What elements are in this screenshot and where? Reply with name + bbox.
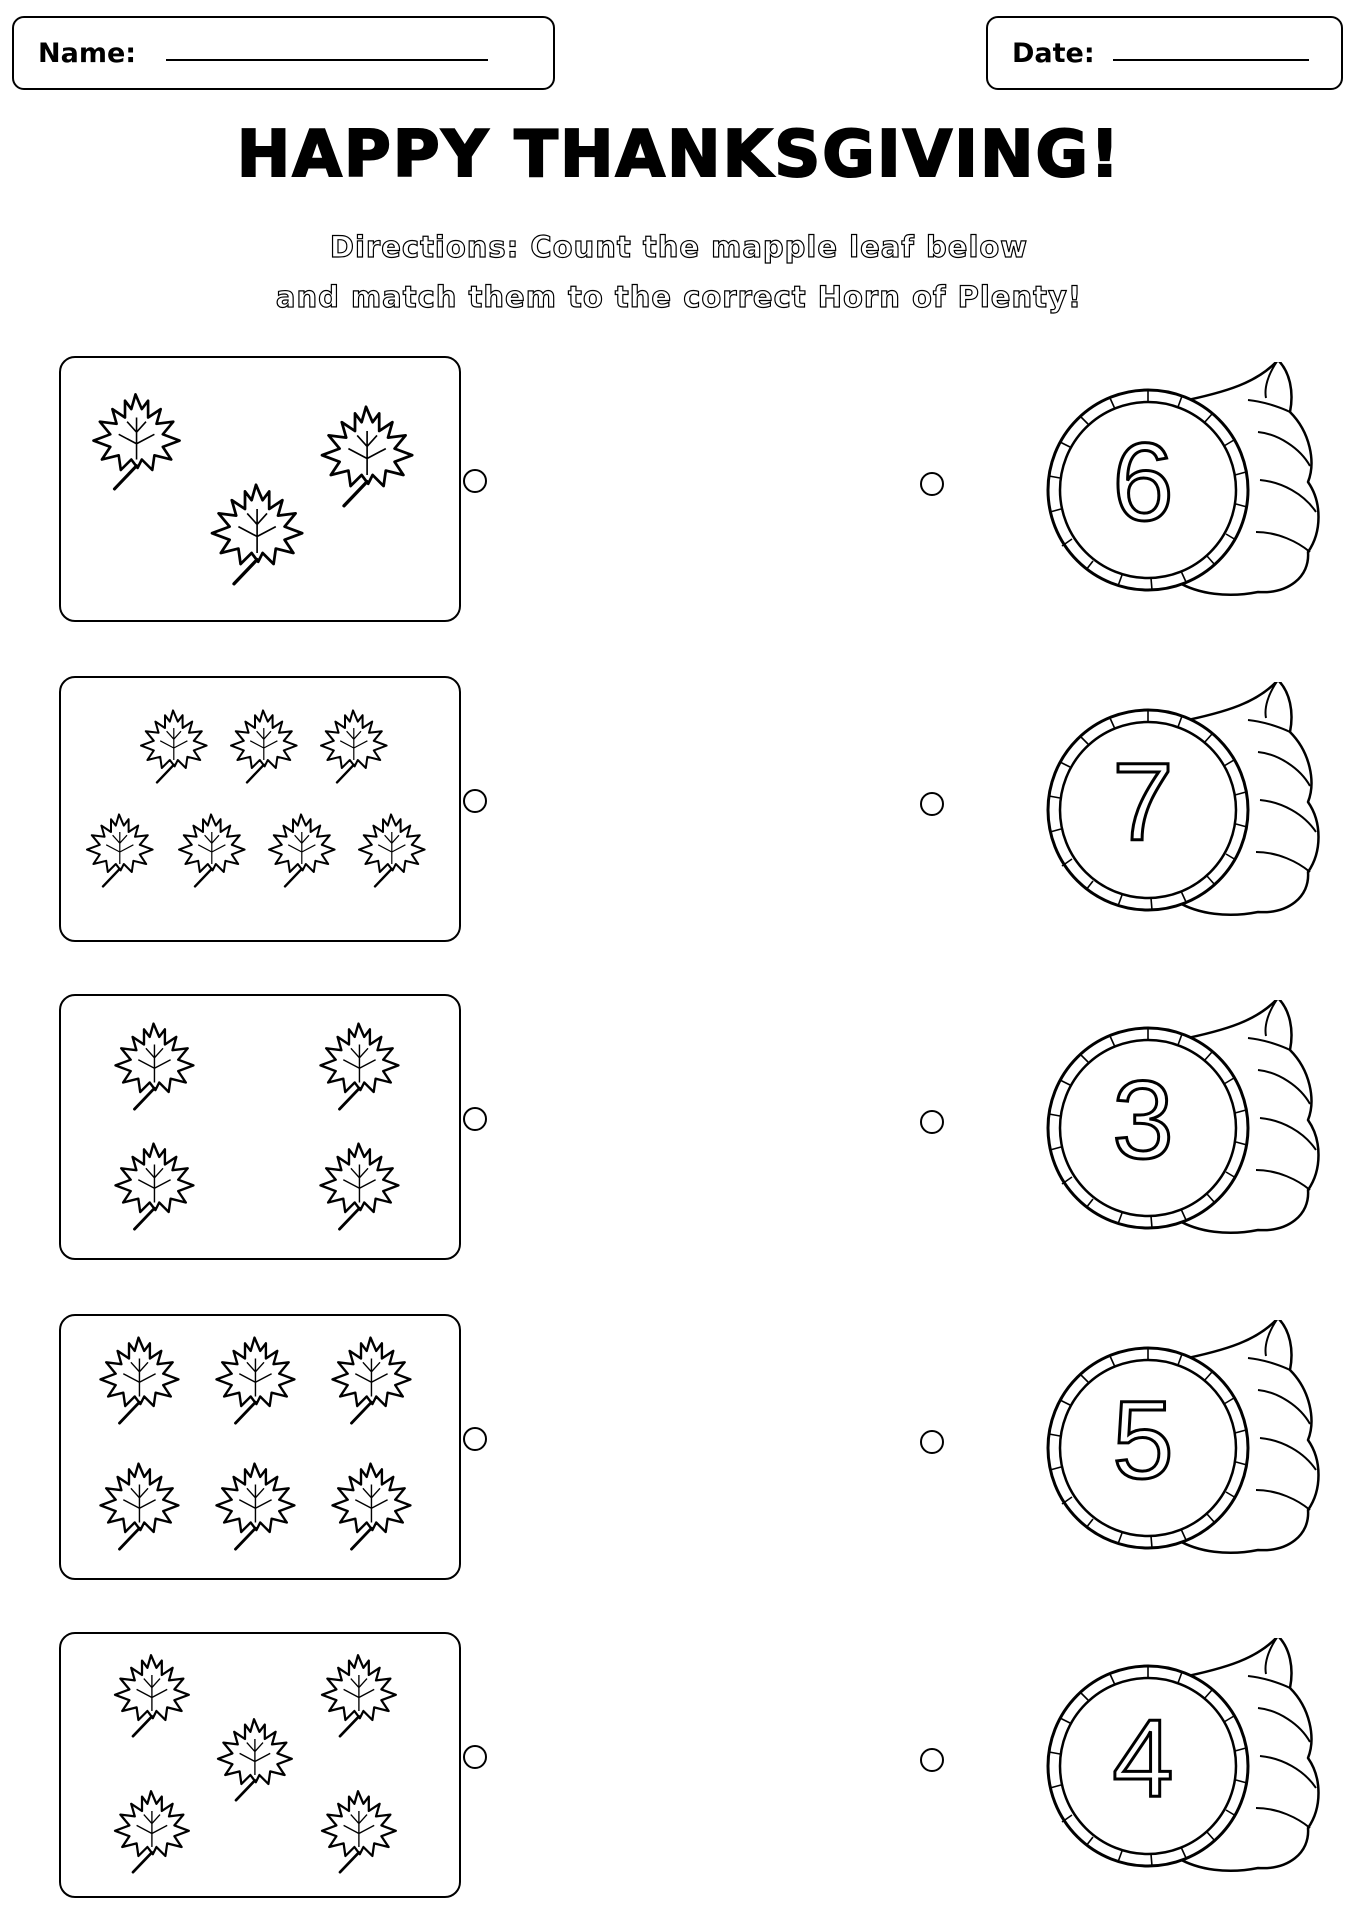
date-box <box>986 16 1343 90</box>
maple-leaf-icon <box>106 1784 196 1874</box>
leaf-box-3 <box>59 994 461 1260</box>
right-match-dot[interactable] <box>920 1430 944 1454</box>
maple-leaf-icon <box>313 1648 403 1738</box>
horn-number: 4 <box>1112 1697 1174 1820</box>
maple-leaf-icon <box>313 1784 403 1874</box>
maple-leaf-icon <box>106 1648 196 1738</box>
right-match-dot[interactable] <box>920 472 944 496</box>
maple-leaf-icon <box>201 476 311 586</box>
left-match-dot[interactable] <box>463 1427 487 1451</box>
maple-leaf-icon <box>207 1456 302 1551</box>
directions-line-1: Directions: Count the mapple leaf below <box>329 230 1029 264</box>
date-label: Date: <box>1012 37 1095 69</box>
right-match-dot[interactable] <box>920 792 944 816</box>
maple-leaf-icon <box>91 1456 186 1551</box>
maple-leaf-icon <box>311 1016 406 1111</box>
maple-leaf-icon <box>207 1330 302 1425</box>
match-row-4 <box>0 1314 1358 1584</box>
maple-leaf-icon <box>79 808 159 888</box>
name-line[interactable] <box>166 59 488 61</box>
maple-leaf-icon <box>311 1136 406 1231</box>
match-row-2 <box>0 676 1358 946</box>
leaf-box-1 <box>59 356 461 622</box>
horn-number: 6 <box>1112 421 1174 544</box>
leaf-box-5 <box>59 1632 461 1898</box>
match-row-1 <box>0 356 1358 626</box>
maple-leaf-icon <box>171 808 251 888</box>
left-match-dot[interactable] <box>463 1107 487 1131</box>
left-match-dot[interactable] <box>463 789 487 813</box>
maple-leaf-icon <box>323 1330 418 1425</box>
maple-leaf-icon <box>223 704 303 784</box>
left-match-dot[interactable] <box>463 469 487 493</box>
maple-leaf-icon <box>323 1456 418 1551</box>
name-box <box>12 16 555 90</box>
leaf-box-2 <box>59 676 461 942</box>
name-label: Name: <box>38 37 137 69</box>
maple-leaf-icon <box>133 704 213 784</box>
leaf-box-4 <box>59 1314 461 1580</box>
match-row-5 <box>0 1632 1358 1902</box>
maple-leaf-icon <box>83 386 188 491</box>
horn-number: 3 <box>1112 1059 1174 1182</box>
maple-leaf-icon <box>311 398 421 508</box>
right-match-dot[interactable] <box>920 1110 944 1134</box>
maple-leaf-icon <box>261 808 341 888</box>
left-match-dot[interactable] <box>463 1745 487 1769</box>
match-row-3 <box>0 994 1358 1264</box>
maple-leaf-icon <box>351 808 431 888</box>
date-line[interactable] <box>1113 59 1309 61</box>
horn-number: 5 <box>1112 1379 1174 1502</box>
maple-leaf-icon <box>313 704 393 784</box>
page-title: HAPPY THANKSGIVING! <box>236 118 1122 192</box>
maple-leaf-icon <box>209 1712 299 1802</box>
maple-leaf-icon <box>91 1330 186 1425</box>
horn-number: 7 <box>1112 741 1174 864</box>
directions-line-2: and match them to the correct Horn of Plenty! <box>275 280 1083 314</box>
right-match-dot[interactable] <box>920 1748 944 1772</box>
maple-leaf-icon <box>106 1016 201 1111</box>
maple-leaf-icon <box>106 1136 201 1231</box>
